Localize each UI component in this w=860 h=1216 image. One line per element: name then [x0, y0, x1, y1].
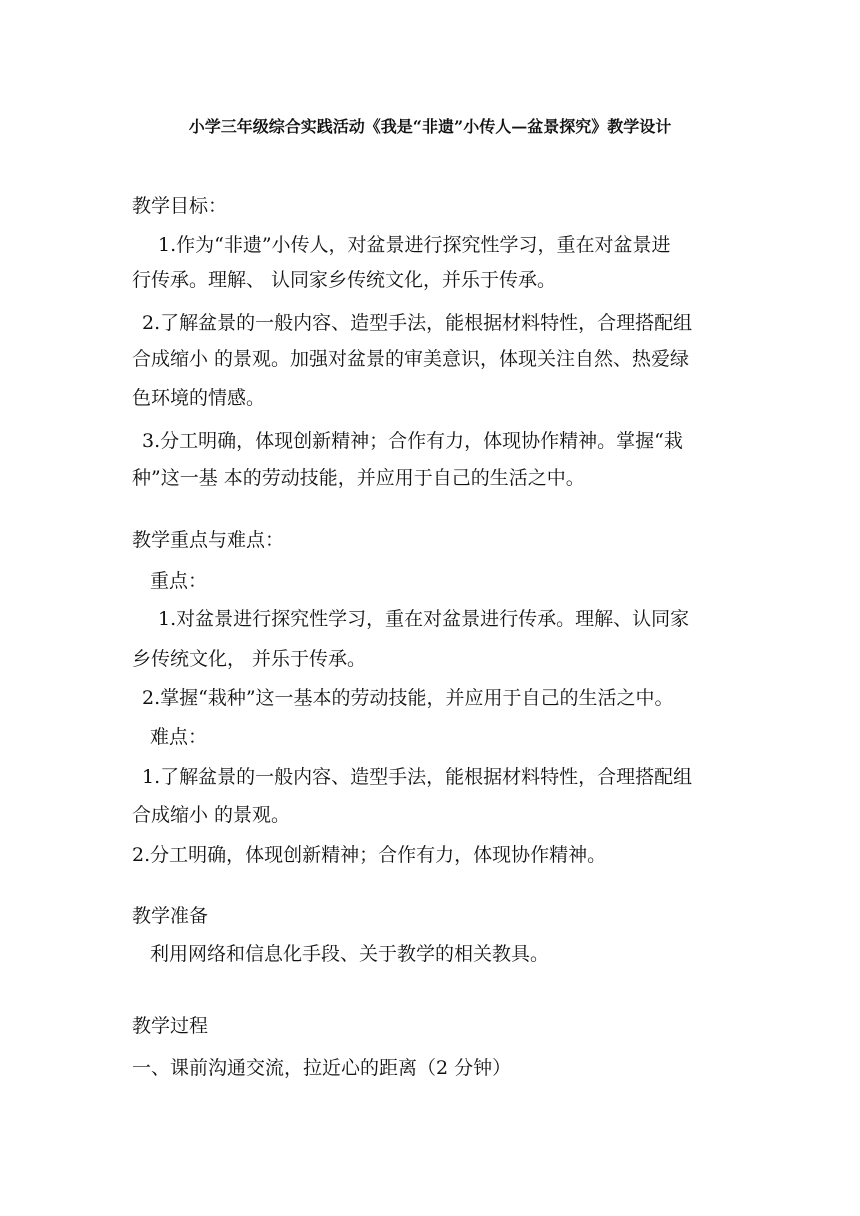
difficulty-1-line-1: 1.了解盆景的一般内容、造型手法，能根据材料特性，合理搭配组: [142, 766, 693, 788]
difficulty-2: 2.分工明确，体现创新精神；合作有力，体现协作精神。: [132, 844, 607, 866]
goal-2-line-1: 2.了解盆景的一般内容、造型手法，能根据材料特性，合理搭配组: [142, 312, 693, 334]
focus-2: 2.掌握“栽种”这一基本的劳动技能，并应用于自己的生活之中。: [142, 687, 674, 709]
difficulty-1-line-2: 合成缩小 的景观。: [132, 804, 291, 826]
preparation-heading: 教学准备: [132, 905, 209, 927]
goal-1-line-1: 1.作为“非遗”小传人，对盆景进行探究性学习，重在对盆景进: [158, 234, 671, 256]
key-points-heading: 教学重点与难点：: [132, 529, 285, 551]
document-title: 小学三年级综合实践活动《我是“非遗”小传人—盆景探究》教学设计: [188, 117, 672, 136]
focus-1-line-1: 1.对盆景进行探究性学习，重在对盆景进行传承。理解、认同家: [158, 608, 690, 630]
goal-2-line-3: 色环境的情感。: [132, 387, 266, 409]
process-heading: 教学过程: [132, 1015, 209, 1037]
goals-heading: 教学目标：: [132, 195, 228, 217]
preparation-text: 利用网络和信息化手段、关于教学的相关教具。: [150, 943, 550, 965]
goal-3-line-2: 种”这一基 本的劳动技能，并应用于自己的生活之中。: [132, 467, 585, 489]
goal-3-line-1: 3.分工明确，体现创新精神；合作有力，体现协作精神。掌握“栽: [142, 430, 683, 452]
process-step-1: 一、课前沟通交流，拉近心的距离（2 分钟）: [132, 1057, 512, 1079]
focus-1-line-2: 乡传统文化， 并乐于传承。: [132, 648, 367, 670]
focus-label: 重点：: [150, 570, 208, 592]
difficulty-label: 难点：: [150, 726, 208, 748]
goal-1-line-2: 行传承。理解、 认同家乡传统文化，并乐于传承。: [132, 269, 557, 291]
goal-2-line-2: 合成缩小 的景观。加强对盆景的审美意识，体现关注自然、热爱绿: [132, 348, 690, 370]
